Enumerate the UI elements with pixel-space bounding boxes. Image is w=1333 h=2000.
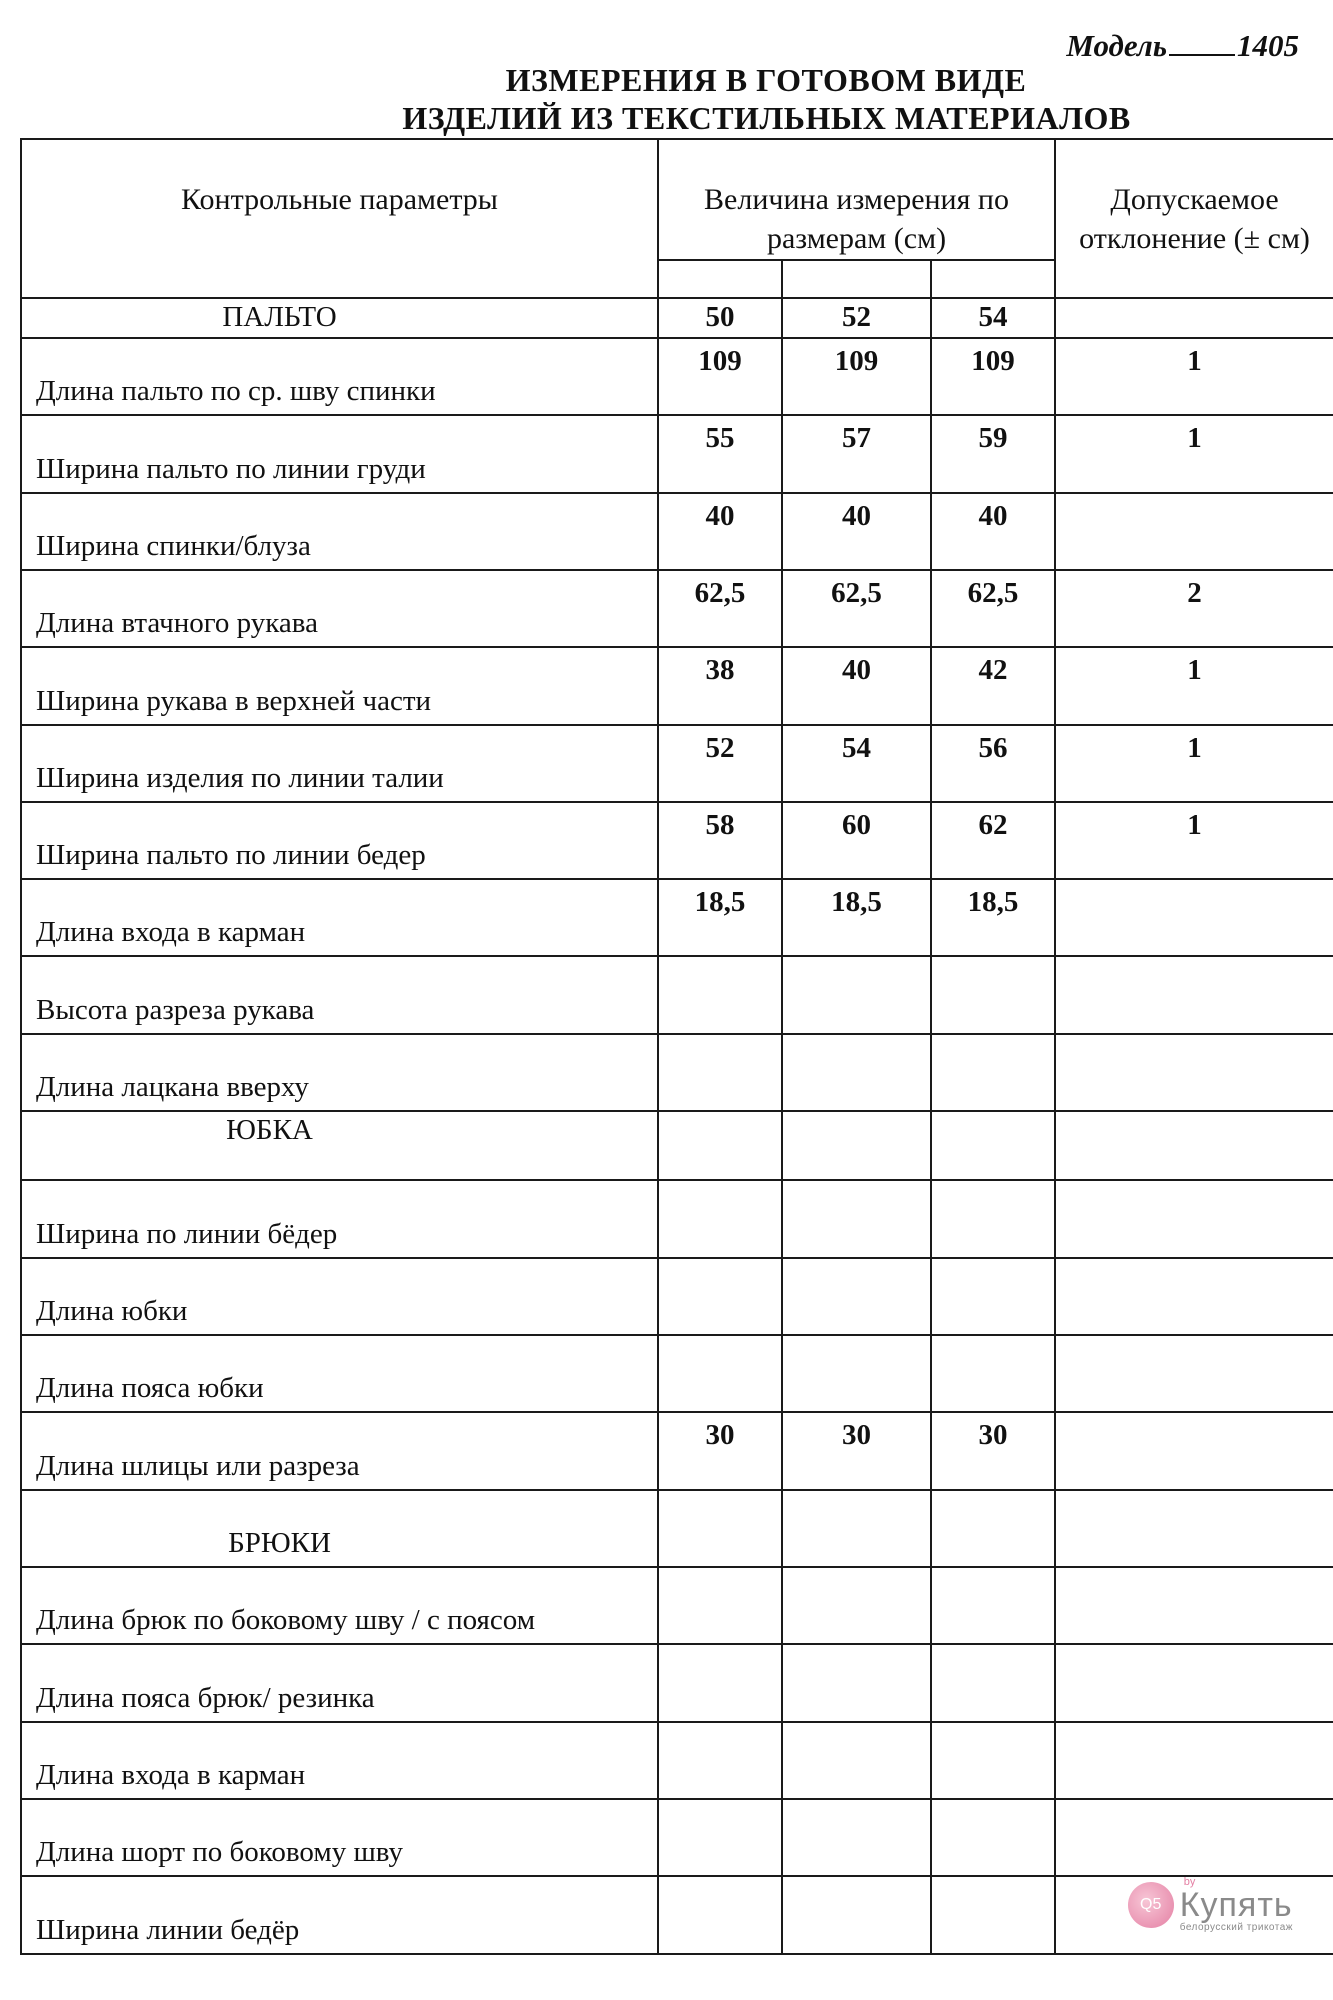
size-value-2: [782, 1567, 931, 1644]
size-value-2: [782, 1258, 931, 1335]
logo-subtitle: белорусский трикотаж: [1179, 1922, 1293, 1933]
header-measure-line1: Величина измерения по: [704, 183, 1009, 216]
parameter-name: Ширина пальто по линии бедер: [21, 802, 658, 879]
empty-cell: [658, 1490, 782, 1567]
parameter-name: Длина входа в карман: [21, 1722, 658, 1799]
table-row: [21, 415, 1333, 492]
measurements-table-container: [20, 138, 1333, 1955]
size-value-3: 62: [931, 802, 1055, 879]
size-value-2: [782, 1335, 931, 1412]
size-value-2: 30: [782, 1412, 931, 1489]
size-value-3: [931, 1722, 1055, 1799]
document-title-line2: ИЗДЕЛИЙ ИЗ ТЕКСТИЛЬНЫХ МАТЕРИАЛОВ: [402, 100, 1131, 136]
coat-section-row: [21, 298, 1333, 338]
size-value-3: 62,5: [931, 570, 1055, 647]
size-value-1: 30: [658, 1412, 782, 1489]
table-row: [21, 879, 1333, 956]
model-word: Модель: [1066, 28, 1167, 63]
size-value-2: 109: [782, 338, 931, 415]
size-value-1: 18,5: [658, 879, 782, 956]
tolerance-value: [1055, 1644, 1333, 1721]
parameter-name: Длина пояса брюк/ резинка: [21, 1644, 658, 1721]
size-header-3: 54: [931, 298, 1055, 338]
size-value-2: 40: [782, 647, 931, 724]
logo-text: [1180, 1876, 1293, 1933]
header-tolerance: [1055, 139, 1333, 298]
parameter-name: Длина шлицы или разреза: [21, 1412, 658, 1489]
measurements-table: [20, 138, 1333, 1955]
size-header-2: 52: [782, 298, 931, 338]
tolerance-value: 1: [1055, 415, 1333, 492]
parameter-name: Длина входа в карман: [21, 879, 658, 956]
size-header-1: 50: [658, 298, 782, 338]
size-value-1: 40: [658, 493, 782, 570]
empty-cell: [931, 1490, 1055, 1567]
empty-cell: [658, 260, 782, 298]
logo-badge-icon: Q5: [1128, 1882, 1174, 1928]
table-row: [21, 570, 1333, 647]
size-value-1: [658, 1799, 782, 1876]
size-value-1: 52: [658, 725, 782, 802]
section-coat: ПАЛЬТО: [21, 298, 658, 338]
size-value-1: [658, 1876, 782, 1954]
header-measure-line2: размерам (см): [766, 222, 947, 255]
parameter-name: Ширина спинки/блуза: [21, 493, 658, 570]
size-value-1: [658, 1034, 782, 1111]
table-row: [21, 956, 1333, 1033]
size-value-2: 54: [782, 725, 931, 802]
table-row: [21, 802, 1333, 879]
size-value-3: [931, 1034, 1055, 1111]
size-value-3: [931, 1644, 1055, 1721]
size-value-3: 18,5: [931, 879, 1055, 956]
size-value-3: [931, 1567, 1055, 1644]
size-value-1: [658, 1258, 782, 1335]
size-value-1: 109: [658, 338, 782, 415]
tolerance-value: [1055, 1335, 1333, 1412]
empty-cell: [1055, 1490, 1333, 1567]
empty-cell: [782, 1490, 931, 1567]
size-value-2: 60: [782, 802, 931, 879]
size-value-2: 40: [782, 493, 931, 570]
size-value-1: 62,5: [658, 570, 782, 647]
header-parameters: Контрольные параметры: [21, 139, 658, 298]
empty-cell: [931, 1111, 1055, 1180]
model-underline: [1169, 24, 1235, 56]
empty-cell: [782, 260, 931, 298]
tolerance-value: 1: [1055, 802, 1333, 879]
tolerance-value: [1055, 1412, 1333, 1489]
size-value-2: [782, 1799, 931, 1876]
size-value-1: [658, 1722, 782, 1799]
parameter-name: Длина шорт по боковому шву: [21, 1799, 658, 1876]
parameter-name: Высота разреза рукава: [21, 956, 658, 1033]
empty-cell: [1055, 1111, 1333, 1180]
document-title-line1: ИЗМЕРЕНИЯ В ГОТОВОМ ВИДЕ: [505, 62, 1027, 98]
size-value-2: 62,5: [782, 570, 931, 647]
size-value-2: [782, 1034, 931, 1111]
parameter-name: Ширина по линии бёдер: [21, 1180, 658, 1257]
parameter-name: Длина юбки: [21, 1258, 658, 1335]
size-value-1: [658, 1180, 782, 1257]
size-value-3: 30: [931, 1412, 1055, 1489]
size-value-3: 109: [931, 338, 1055, 415]
logo-name: Купять: [1179, 1886, 1293, 1924]
size-value-2: 18,5: [782, 879, 931, 956]
size-value-3: [931, 1258, 1055, 1335]
tolerance-value: [1055, 1258, 1333, 1335]
header-row: [21, 139, 1333, 260]
size-value-3: [931, 1335, 1055, 1412]
header-measure: [658, 139, 1055, 260]
table-row: [21, 493, 1333, 570]
section-pants: БРЮКИ: [21, 1490, 658, 1567]
model-label: [1066, 24, 1299, 64]
section-skirt-row: [21, 1111, 1333, 1180]
tolerance-value: [1055, 1722, 1333, 1799]
size-value-1: 55: [658, 415, 782, 492]
watermark-logo: [1128, 1876, 1293, 1933]
table-row: [21, 338, 1333, 415]
tolerance-value: 1: [1055, 647, 1333, 724]
table-row: [21, 1722, 1333, 1799]
size-value-3: [931, 1180, 1055, 1257]
table-row: [21, 1799, 1333, 1876]
size-value-2: [782, 1722, 931, 1799]
size-value-3: 56: [931, 725, 1055, 802]
size-value-3: [931, 1799, 1055, 1876]
size-value-3: 59: [931, 415, 1055, 492]
table-row: [21, 1258, 1333, 1335]
size-value-2: [782, 956, 931, 1033]
tolerance-value: 2: [1055, 570, 1333, 647]
table-row: [21, 1644, 1333, 1721]
tolerance-value: [1055, 1034, 1333, 1111]
size-value-2: 57: [782, 415, 931, 492]
size-value-1: [658, 956, 782, 1033]
tolerance-value: 1: [1055, 725, 1333, 802]
empty-cell: [931, 260, 1055, 298]
size-value-1: [658, 1567, 782, 1644]
table-row: [21, 1412, 1333, 1489]
size-value-2: [782, 1180, 931, 1257]
parameter-name: Ширина рукава в верхней части: [21, 647, 658, 724]
parameter-name: Ширина изделия по линии талии: [21, 725, 658, 802]
size-value-1: [658, 1335, 782, 1412]
table-row: [21, 1335, 1333, 1412]
size-value-3: [931, 1876, 1055, 1954]
tolerance-value: [1055, 493, 1333, 570]
parameter-name: Длина пальто по ср. шву спинки: [21, 338, 658, 415]
tolerance-value: [1055, 1799, 1333, 1876]
parameter-name: Длина пояса юбки: [21, 1335, 658, 1412]
empty-cell: [658, 1111, 782, 1180]
table-row: [21, 725, 1333, 802]
size-value-2: [782, 1876, 931, 1954]
logo-tag: by: [1183, 1876, 1196, 1888]
parameter-name: Длина брюк по боковому шву / с поясом: [21, 1567, 658, 1644]
size-value-3: [931, 956, 1055, 1033]
size-value-3: 40: [931, 493, 1055, 570]
table-row: [21, 647, 1333, 724]
tolerance-value: [1055, 956, 1333, 1033]
section-skirt: ЮБКА: [21, 1111, 658, 1180]
section-pants-row: [21, 1490, 1333, 1567]
parameter-name: Длина лацкана вверху: [21, 1034, 658, 1111]
tolerance-value: [1055, 1180, 1333, 1257]
empty-cell: [1055, 298, 1333, 338]
tolerance-value: [1055, 1567, 1333, 1644]
size-value-1: 38: [658, 647, 782, 724]
parameter-name: Ширина линии бедёр: [21, 1876, 658, 1954]
size-value-1: [658, 1644, 782, 1721]
header-tolerance-line2: отклонение (± см): [1079, 222, 1310, 255]
table-row: [21, 1180, 1333, 1257]
empty-cell: [782, 1111, 931, 1180]
size-value-2: [782, 1644, 931, 1721]
tolerance-value: [1055, 879, 1333, 956]
size-value-3: 42: [931, 647, 1055, 724]
parameter-name: Ширина пальто по линии груди: [21, 415, 658, 492]
table-row: [21, 1567, 1333, 1644]
header-tolerance-line1: Допускаемое: [1110, 183, 1279, 216]
tolerance-value: 1: [1055, 338, 1333, 415]
size-value-1: 58: [658, 802, 782, 879]
model-number: 1405: [1237, 28, 1299, 63]
table-row: [21, 1034, 1333, 1111]
parameter-name: Длина втачного рукава: [21, 570, 658, 647]
